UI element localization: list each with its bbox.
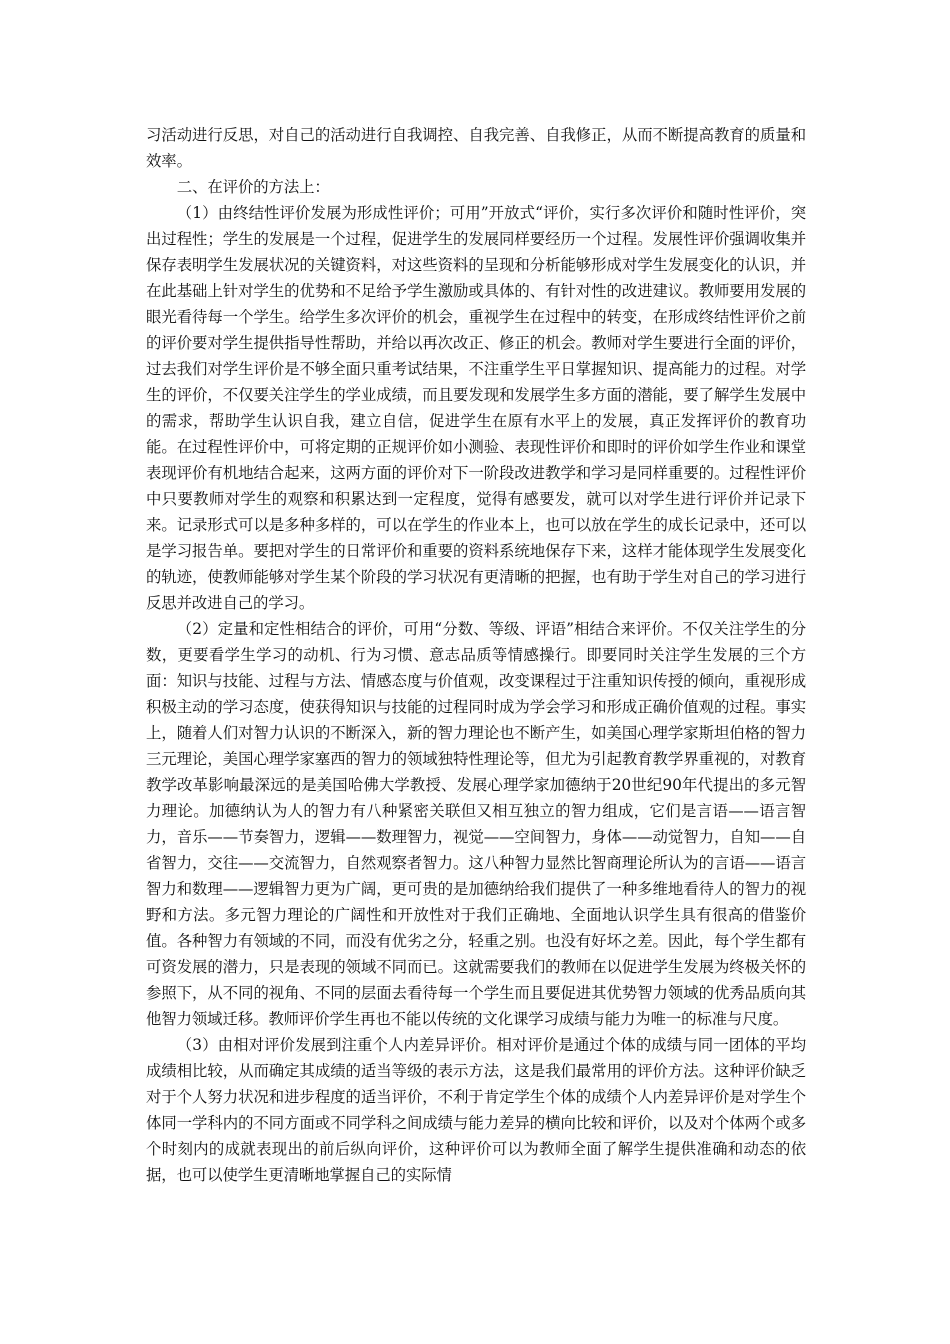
paragraph-method-3: （3）由相对评价发展到注重个人内差异评价。相对评价是通过个体的成绩与同一团体的平均成绩相比较，从而确定其成绩的适当等级的表示方法，这是我们最常用的评价方法。这种评价缺乏对于个人努力状况和进步程度的适当评价，不利于肯定学生个体的成绩个人内差异评价是对学生个体同一学科内的不同方面或不同学科之间成绩与能力差异的横向比较和评价，以及对个体两个或多个时刻内的成就表现出的前后纵向评价，这种评价可以为教师全面了解学生提供准确和动态的依据，也可以使学生更清晰地掌握自己的实际情 [146,1036,806,1184]
document-body [146,122,806,1188]
paragraph-method-1: （1）由终结性评价发展为形成性评价；可用”开放式“评价，实行多次评价和随时性评价，突出过程性；学生的发展是一个过程，促进学生的发展同样要经历一个过程。发展性评价强调收集并保存表明学生发展状况的关键资料，对这些资料的呈现和分析能够形成对学生发展变化的认识，并在此基础上针对学生的优势和不足给予学生激励或具体的、有针对性的改进建议。教师要用发展的眼光看待每一个学生。给学生多次评价的机会，重视学生在过程中的转变，在形成终结性评价之前的评价要对学生提供指导性帮助，并给以再次改正、修正的机会。教师对学生要进行全面的评价，过去我们对学生评价是不够全面只重考试结果，不注重学生平日掌握知识、提高能力的过程。对学生的评价，不仅要关注学生的学业成绩，而且要发现和发展学生多方面的潜能，要了解学生发展中的需求，帮助学生认识自我，建立自信，促进学生在原有水平上的发展，真正发挥评价的教育功能。在过程性评价中，可将定期的正规评价如小测验、表现性评价和即时的评价如学生作业和课堂表现评价有机地结合起来，这两方面的评价对下一阶段改进教学和学习是同样重要的。过程性评价中只要教师对学生的观察和积累达到一定程度，觉得有感要发，就可以对学生进行评价并记录下来。记录形式可以是多种多样的，可以在学生的作业本上，也可以放在学生的成长记录中，还可以是学习报告单。要把对学生的日常评价和重要的资料系统地保存下来，这样才能体现学生发展变化的轨迹，使教师能够对学生某个阶段的学习状况有更清晰的把握，也有助于学生对自己的学习进行反思并改进自己的学习。 [146,204,806,612]
section-heading-evaluation-methods: 二、在评价的方法上： [176,178,330,196]
paragraph-method-2: （2）定量和定性相结合的评价，可用“分数、等级、评语”相结合来评价。不仅关注学生的分数，更要看学生学习的动机、行为习惯、意志品质等情感操行。即要同时关注学生发展的三个方面：知识与技能、过程与方法、情感态度与价值观，改变课程过于注重知识传授的倾向，重视形成积极主动的学习态度，使获得知识与技能的过程同时成为学会学习和形成正确价值观的过程。事实上，随着人们对智力认识的不断深入，新的智力理论也不断产生，如美国心理学家斯坦伯格的智力三元理论，美国心理学家塞西的智力的领域独特性理论等，但尤为引起教育教学界重视的，对教育教学改革影响最深远的是美国哈佛大学教授、发展心理学家加德纳于20世纪90年代提出的多元智力理论。加德纳认为人的智力有八种紧密关联但又相互独立的智力组成，它们是言语——语言智力，音乐——节奏智力，逻辑——数理智力，视觉——空间智力，身体——动觉智力，自知——自省智力，交往——交流智力，自然观察者智力。这八种智力显然比智商理论所认为的言语——语言智力和数理——逻辑智力更为广阔，更可贵的是加德纳给我们提供了一种多维地看待人的智力的视野和方法。多元智力理论的广阔性和开放性对于我们正确地、全面地认识学生具有很高的借鉴价值。各种智力有领域的不同，而没有优劣之分，轻重之别。也没有好坏之差。因此，每个学生都有可资发展的潜力，只是表现的领域不同而已。这就需要我们的教师在以促进学生发展为终极关怀的参照下，从不同的视角、不同的层面去看待每一个学生而且要促进其优势智力领域的优秀品质向其他智力领域迁移。教师评价学生再也不能以传统的文化课学习成绩与能力为唯一的标准与尺度。 [146,620,806,1028]
paragraph-intro-continuation: 习活动进行反思，对自己的活动进行自我调控、自我完善、自我修正，从而不断提高教育的质量和效率。 [146,126,806,170]
